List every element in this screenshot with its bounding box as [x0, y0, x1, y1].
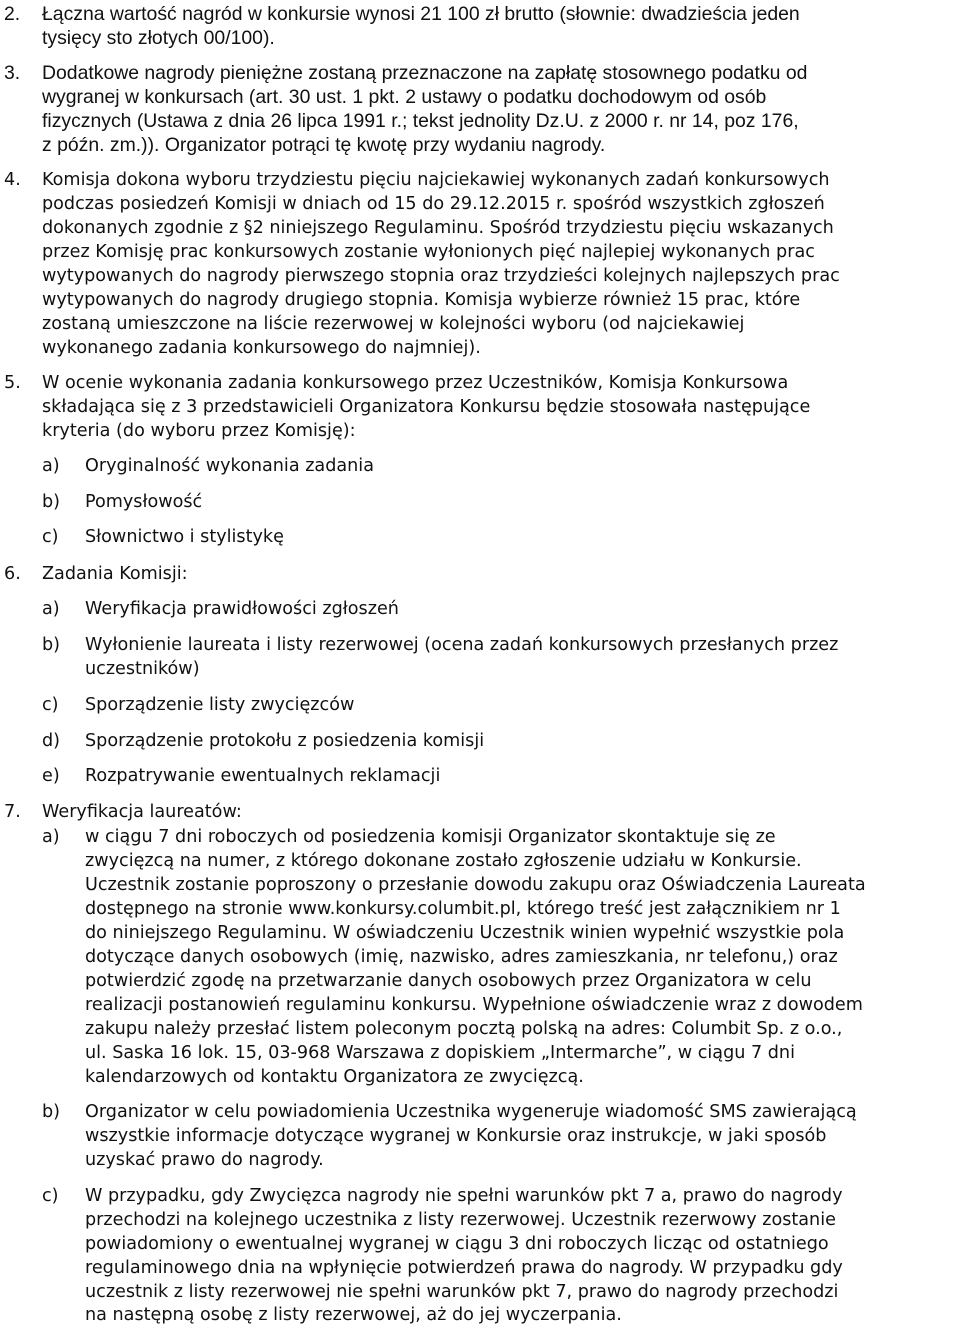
sub-item-text: na następną osobę z listy rezerwowej, aż do jej wyczerpania.: [85, 1305, 622, 1325]
item-number: 6.: [4, 564, 21, 584]
sub-item-text: Słownictwo i stylistykę: [85, 527, 284, 547]
sub-item-letter: c): [42, 527, 59, 547]
sub-item-text: realizacji postanowień regulaminu konkursu. Wypełnione oświadczenie wraz z dowodem: [85, 995, 863, 1015]
sub-item-text: Oryginalność wykonania zadania: [85, 456, 374, 476]
item-text-line: składająca się z 3 przedstawicieli Organizatora Konkursu będzie stosowała następujące: [42, 397, 811, 417]
sub-item-text: Rozpatrywanie ewentualnych reklamacji: [85, 766, 441, 786]
item-text-line: dokonanych zgodnie z §2 niniejszego Regulaminu. Spośród trzydziestu pięciu wskazanych: [42, 218, 834, 238]
item-text-line: kryteria (do wyboru przez Komisję):: [42, 421, 356, 441]
item-text-line: Łączna wartość nagród w konkursie wynosi 21 100 zł brutto (słownie: dwadzieścia jeden: [42, 3, 800, 25]
sub-item-text: Sporządzenie protokołu z posiedzenia komisji: [85, 731, 485, 751]
sub-item-letter: c): [42, 695, 59, 715]
sub-item-letter: a): [42, 599, 60, 619]
item-text-line: fizycznych (Ustawa z dnia 26 lipca 1991 r.; tekst jednolity Dz.U. z 2000 r. nr 14, poz 176,: [42, 110, 799, 132]
sub-item-text: Uczestnik zostanie poproszony o przesłanie dowodu zakupu oraz Oświadczenia Laureata: [85, 875, 866, 895]
item-text-line: wykonanego zadania konkursowego do najmniej).: [42, 338, 481, 358]
sub-item-letter: e): [42, 766, 60, 786]
sub-item-text: w ciągu 7 dni roboczych od posiedzenia komisji Organizator skontaktuje się ze: [85, 827, 776, 847]
sub-item-text: W przypadku, gdy Zwycięzca nagrody nie spełni warunków pkt 7 a, prawo do nagrody: [85, 1186, 843, 1206]
item-text-line: zostaną umieszczone na liście rezerwowej w kolejności wyboru (od najciekawiej: [42, 314, 745, 334]
sub-item-text: Sporządzenie listy zwycięzców: [85, 695, 355, 715]
sub-item-text: zwycięzcą na numer, z którego dokonane zostało zgłoszenie udziału w Konkursie.: [85, 851, 802, 871]
item-text-line: wytypowanych do nagrody drugiego stopnia. Komisja wybierze również 15 prac, które: [42, 290, 801, 310]
item-number: 5.: [4, 373, 21, 393]
sub-item-text: uzyskać prawo do nagrody.: [85, 1150, 324, 1170]
item-text-line: wytypowanych do nagrody pierwszego stopnia oraz trzydzieści kolejnych najlepszych prac: [42, 266, 840, 286]
sub-item-text: Pomysłowość: [85, 492, 203, 512]
sub-item-letter: b): [42, 1102, 61, 1122]
item-text-line: Zadania Komisji:: [42, 564, 188, 584]
sub-item-text: uczestników): [85, 659, 200, 679]
item-text-line: Weryfikacja laureatów:: [42, 802, 242, 822]
sub-item-text: Weryfikacja prawidłowości zgłoszeń: [85, 599, 399, 619]
item-text-line: W ocenie wykonania zadania konkursowego przez Uczestników, Komisja Konkursowa: [42, 373, 789, 393]
sub-item-text: uczestnik z listy rezerwowej nie spełni warunków pkt 7, prawo do nagrody przechodzi: [85, 1282, 839, 1302]
item-text-line: podczas posiedzeń Komisji w dniach od 15 do 29.12.2015 r. spośród wszystkich zgłoszeń: [42, 194, 825, 214]
sub-item-text: dostępnego na stronie www.konkursy.columbit.pl, którego treść jest załącznikiem nr 1: [85, 899, 841, 919]
sub-item-text: do niniejszego Regulaminu. W oświadczeniu Uczestnik winien wypełnić wszystkie pola: [85, 923, 845, 943]
item-number: 4.: [4, 170, 21, 190]
sub-item-letter: a): [42, 827, 60, 847]
sub-item-letter: b): [42, 635, 61, 655]
sub-item-text: wszystkie informacje dotyczące wygranej w Konkursie oraz instrukcje, w jaki sposób: [85, 1126, 827, 1146]
item-number: 2.: [4, 3, 21, 25]
sub-item-text: Organizator w celu powiadomienia Uczestnika wygeneruje wiadomość SMS zawierającą: [85, 1102, 857, 1122]
item-text-line: z późn. zm.)). Organizator potrąci tę kwotę przy wydaniu nagrody.: [42, 134, 606, 156]
sub-item-letter: b): [42, 492, 61, 512]
sub-item-text: Wyłonienie laureata i listy rezerwowej (ocena zadań konkursowych przesłanych przez: [85, 635, 839, 655]
sub-item-letter: c): [42, 1186, 59, 1206]
item-text-line: tysięcy sto złotych 00/100).: [42, 27, 275, 49]
sub-item-letter: d): [42, 731, 61, 751]
sub-item-letter: a): [42, 456, 60, 476]
item-text-line: Dodatkowe nagrody pieniężne zostaną przeznaczone na zapłatę stosownego podatku od: [42, 62, 808, 84]
item-text-line: Komisja dokona wyboru trzydziestu pięciu najciekawiej wykonanych zadań konkursowych: [42, 170, 830, 190]
sub-item-text: potwierdzić zgodę na przetwarzanie danych osobowych przez Organizatora w celu: [85, 971, 812, 991]
sub-item-text: powiadomiony o ewentualnej wygranej w ciągu 3 dni roboczych licząc od ostatniego: [85, 1234, 829, 1254]
item-number: 7.: [4, 802, 21, 822]
item-text-line: wygranej w konkursach (art. 30 ust. 1 pkt. 2 ustawy o podatku dochodowym od osób: [42, 86, 767, 108]
sub-item-text: dotyczące danych osobowych (imię, nazwisko, adres zamieszkania, nr telefonu,) oraz: [85, 947, 838, 967]
item-text-line: przez Komisję prac konkursowych zostanie wyłonionych pięć najlepiej wykonanych prac: [42, 242, 815, 262]
item-number: 3.: [4, 62, 21, 84]
sub-item-text: przechodzi na kolejnego uczestnika z listy rezerwowej. Uczestnik rezerwowy zostanie: [85, 1210, 836, 1230]
sub-item-text: kalendarzowych od kontaktu Organizatora ze zwycięzcą.: [85, 1067, 584, 1087]
sub-item-text: ul. Saska 16 lok. 15, 03-968 Warszawa z dopiskiem „Intermarche”, w ciągu 7 dni: [85, 1043, 795, 1063]
sub-item-text: zakupu należy przesłać listem poleconym pocztą polską na adres: Columbit Sp. z o.o.,: [85, 1019, 843, 1039]
sub-item-text: regulaminowego dnia na wpłynięcie potwierdzeń prawa do nagrody. W przypadku gdy: [85, 1258, 843, 1278]
